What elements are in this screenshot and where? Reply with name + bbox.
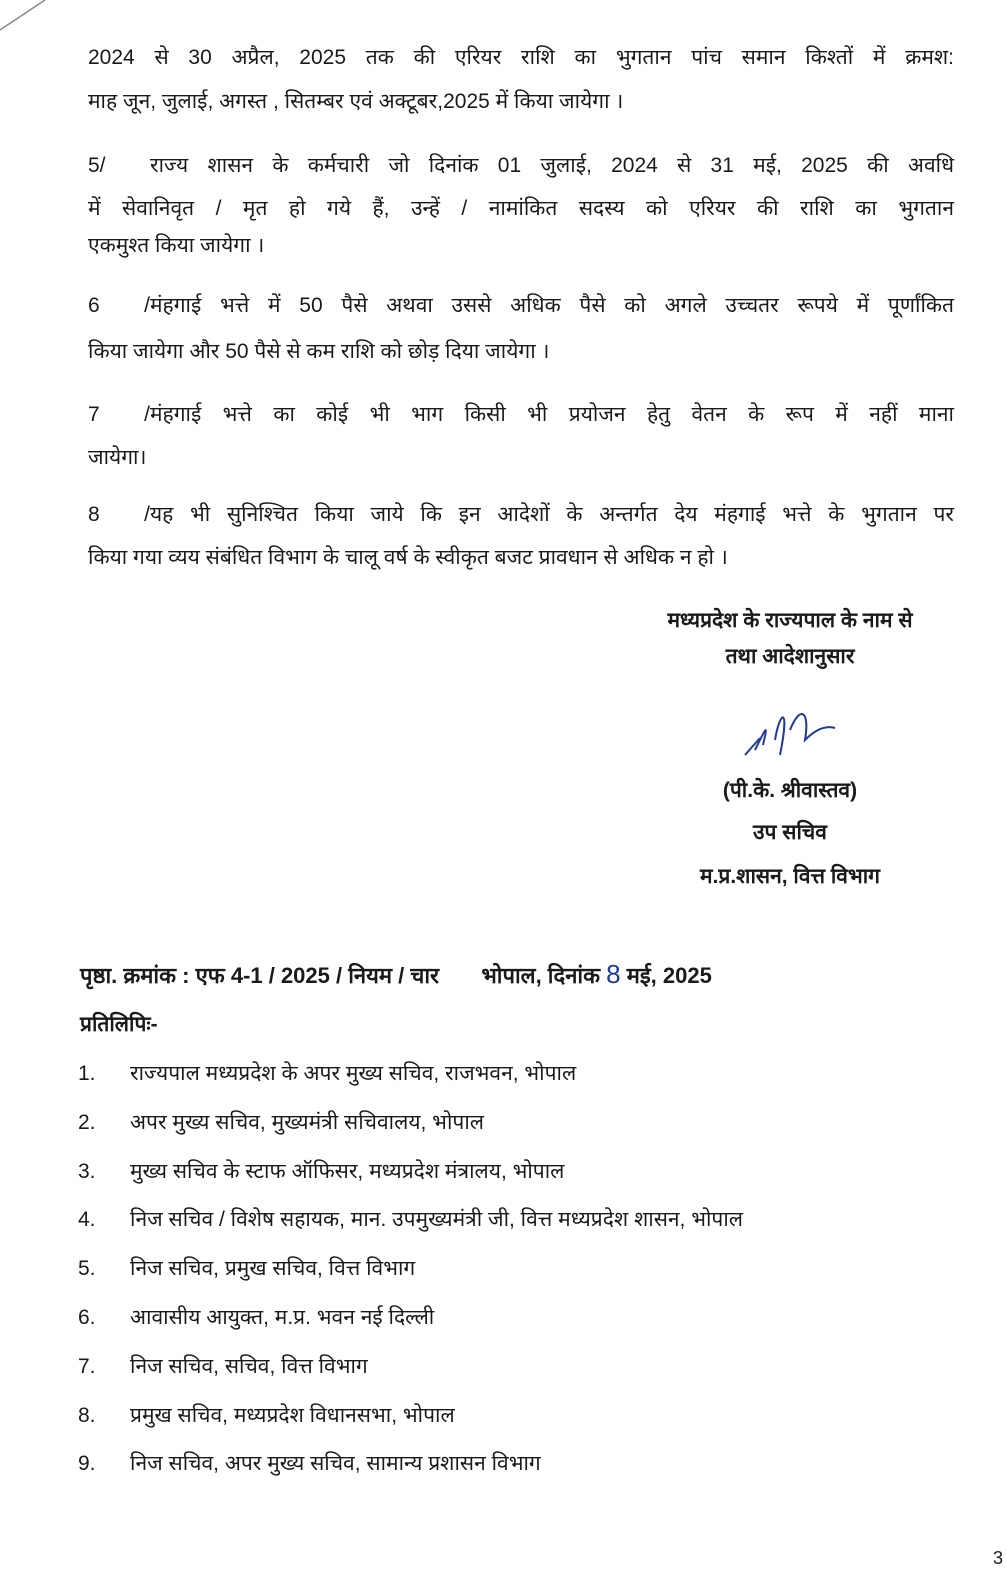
- para7-number: 7 /: [88, 403, 150, 426]
- para5-number: 5/: [88, 154, 106, 177]
- copy-item-number: 2.: [78, 1110, 96, 1134]
- para7-line2: जायेगा।: [88, 446, 147, 469]
- copy-item-text: निज सचिव, अपर मुख्य सचिव, सामान्य प्रशासन विभाग: [130, 1452, 541, 1476]
- place-date-prefix: भोपाल, दिनांक: [481, 963, 600, 988]
- para7-text: मंहगाई भत्ते का कोई भी भाग किसी भी प्रयोजन हेतु वेतन के रूप में नहीं माना: [150, 403, 954, 426]
- copy-list-item: [78, 1304, 434, 1332]
- signatory-department: म.प्र.शासन, वित्त विभाग: [699, 865, 880, 888]
- copy-list-item: [78, 1206, 743, 1234]
- para6-text: मंहगाई भत्ते में 50 पैसे अथवा उससे अधिक पैसे को अगले उच्चतर रूपये में पूर्णांकित: [150, 294, 954, 317]
- para7-line1: [88, 401, 954, 429]
- copy-list-item: [78, 1158, 564, 1186]
- copy-item-number: 7.: [78, 1354, 96, 1378]
- para5-text: राज्य शासन के कर्मचारी जो दिनांक 01 जुलाई, 2024 से 31 मई, 2025 की अवधि: [150, 154, 954, 177]
- authority-line1: मध्यप्रदेश के राज्यपाल के नाम से: [667, 609, 913, 632]
- copy-list-item: [78, 1402, 455, 1430]
- copy-item-number: 8.: [78, 1403, 96, 1427]
- para8-line1: [88, 501, 954, 529]
- copy-item-number: 3.: [78, 1159, 96, 1183]
- copy-item-text: निज सचिव, सचिव, वित्त विभाग: [130, 1354, 368, 1378]
- copy-item-text: आवासीय आयुक्त, म.प्र. भवन नई दिल्ली: [130, 1306, 435, 1329]
- copy-item-text: निज सचिव, प्रमुख सचिव, वित्त विभाग: [130, 1257, 416, 1281]
- copy-item-text: निज सचिव / विशेष सहायक, मान. उपमुख्यमंत्री जी, वित्त मध्यप्रदेश शासन, भोपाल: [130, 1208, 744, 1232]
- copy-item-text: प्रमुख सचिव, मध्यप्रदेश विधानसभा, भोपाल: [130, 1403, 455, 1427]
- signatory-name: (पी.के. श्रीवास्तव): [722, 779, 858, 802]
- para4-line2: माह जून, जुलाई, अगस्त , सितम्बर एवं अक्टूबर,2025 में किया जायेगा ।: [88, 90, 624, 113]
- page-fold-mark: [0, 0, 60, 40]
- copy-item-number: 6.: [78, 1306, 96, 1329]
- copy-item-text: मुख्य सचिव के स्टाफ ऑफिसर, मध्यप्रदेश मंत्रालय, भोपाल: [130, 1159, 565, 1183]
- para4-line1: 2024 से 30 अप्रैल, 2025 तक की एरियर राशि का भुगतान पांच समान किश्तों में क्रमश:: [88, 46, 954, 69]
- para5-line1: [88, 152, 954, 180]
- para6-line2: किया जायेगा और 50 पैसे से कम राशि को छोड़ दिया जायेगा ।: [88, 340, 550, 363]
- para8-number: 8 /: [88, 503, 150, 526]
- authority-line2: तथा आदेशानुसार: [725, 645, 855, 668]
- para5-line2: में सेवानिवृत / मृत हो गये हैं, उन्हें / नामांकित सदस्य को एरियर की राशि का भुगतान: [88, 197, 954, 220]
- copy-list-item: [78, 1060, 576, 1088]
- copy-item-text: राज्यपाल मध्यप्रदेश के अपर मुख्य सचिव, राजभवन, भोपाल: [130, 1062, 577, 1085]
- copy-item-text: अपर मुख्य सचिव, मुख्यमंत्री सचिवालय, भोपाल: [130, 1110, 484, 1134]
- copy-list-item: [78, 1353, 368, 1381]
- para6-number: 6 /: [88, 294, 150, 317]
- page-number: 3: [993, 1548, 1004, 1568]
- signature: [735, 700, 865, 770]
- copy-item-number: 1.: [78, 1062, 96, 1085]
- copy-item-number: 4.: [78, 1208, 96, 1232]
- copy-item-number: 9.: [78, 1452, 96, 1476]
- para5-line3: एकमुश्त किया जायेगा ।: [88, 234, 265, 257]
- reference-number: पृष्ठा. क्रमांक : एफ 4-1 / 2025 / नियम / चार: [80, 963, 440, 988]
- copy-item-number: 5.: [78, 1257, 96, 1281]
- copy-list-item: [78, 1109, 484, 1137]
- date-suffix: मई, 2025: [626, 963, 712, 988]
- copy-heading: प्रतिलिपिः-: [80, 1013, 158, 1036]
- para6-line1: [88, 292, 954, 320]
- endorsement-ref-line: [80, 960, 712, 990]
- copy-list-item: [78, 1450, 541, 1478]
- signatory-designation: उप सचिव: [753, 821, 827, 844]
- para8-line2: किया गया व्यय संबंधित विभाग के चालू वर्ष के स्वीकृत बजट प्रावधान से अधिक न हो ।: [88, 546, 728, 569]
- para8-text: यह भी सुनिश्चित किया जाये कि इन आदेशों के अन्तर्गत देय मंहगाई भत्ते के भुगतान पर: [150, 503, 954, 526]
- handwritten-day: 8: [606, 959, 621, 989]
- copy-list-item: [78, 1255, 415, 1283]
